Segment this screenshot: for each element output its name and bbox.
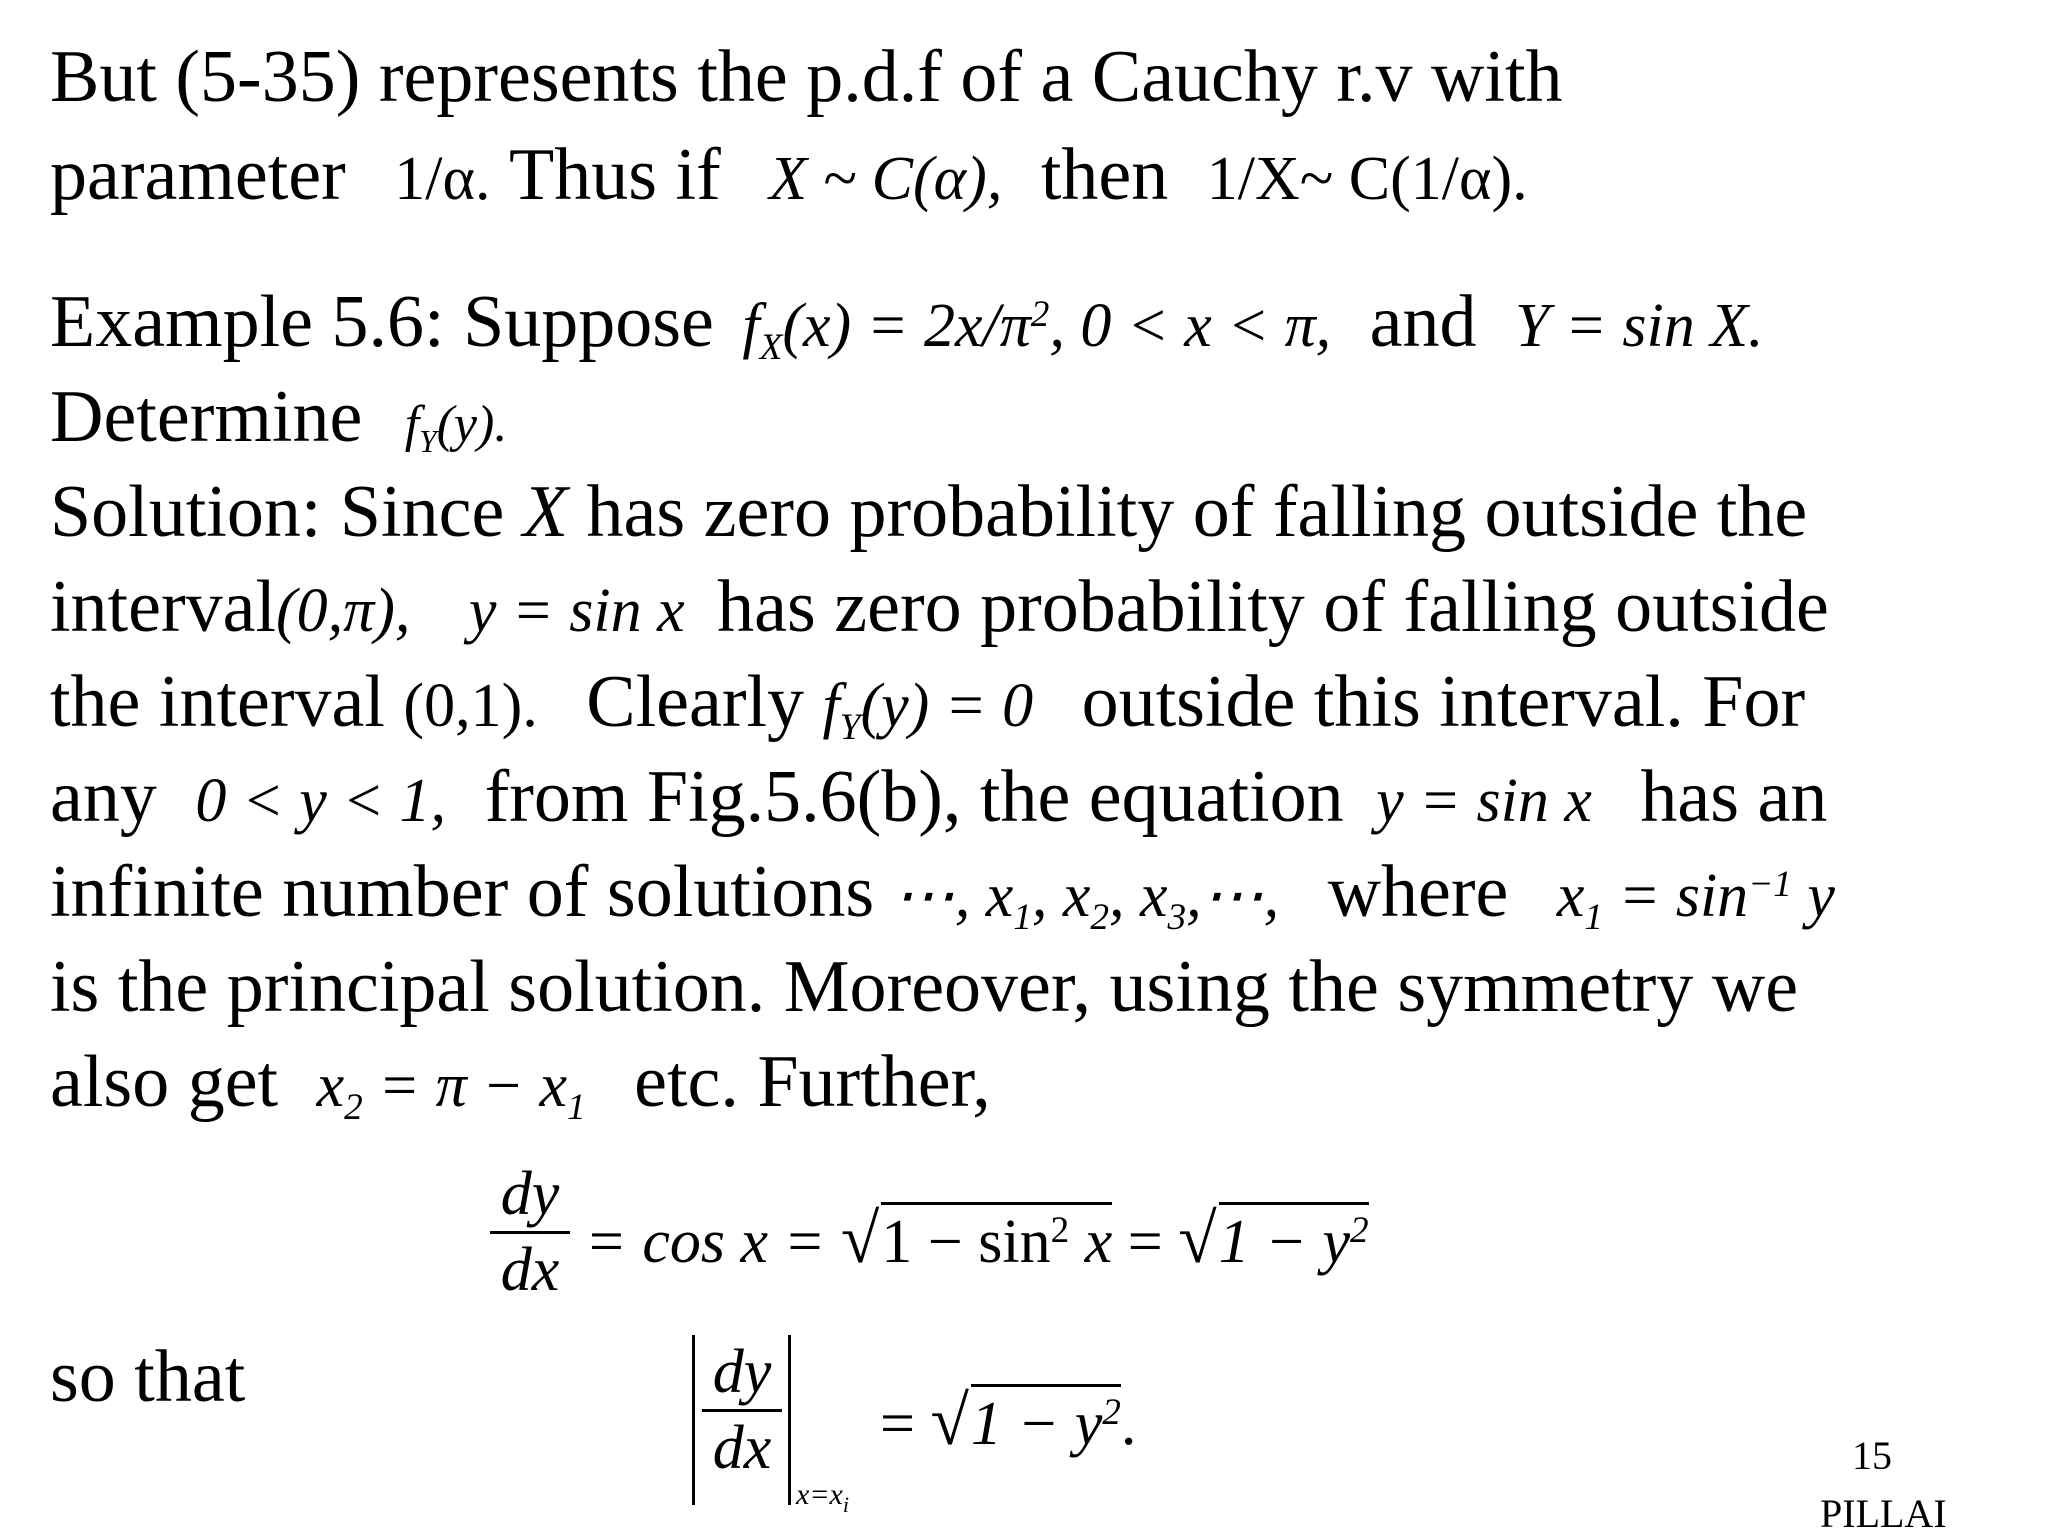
math-x: X (522, 471, 569, 553)
text: infinite number of solutions (50, 851, 875, 933)
equation-derivative: = $\cos x = √1 - \sin^2 x = √1 - y^2$ (585, 1201, 1369, 1278)
text-line-1: But (5-35) represents the p.d.f of a Cauchy r.v with (50, 36, 1563, 118)
author-label: PILLAI (1820, 1491, 1947, 1536)
math-reciprocal-cauchy: 1/X~ C(1/α). (1206, 145, 1528, 213)
math-pdf-fx: $f_X(x) = 2x/\pi^2$ (742, 292, 1050, 369)
sqrt-1-y2: $1 - y^2$ (1219, 1202, 1369, 1278)
text: interval (50, 566, 277, 648)
math-interval-0-1: (0,1). (403, 672, 538, 740)
math-x2-symmetry: $x_2 = \pi - x_1$ (316, 1052, 586, 1129)
math-x-cauchy: X ~ C(α), (769, 145, 1003, 213)
text-line-11 (50, 1041, 991, 1129)
math-interval-0-pi: (0,π), (276, 577, 411, 645)
text: outside this interval. For (1081, 661, 1806, 743)
text: Clearly (586, 661, 805, 743)
math-y-sin-x: y = sin x (1376, 767, 1592, 835)
text: also get (50, 1041, 279, 1123)
math-y-range: 0 < y < 1, (195, 767, 447, 835)
text-line-3 (50, 281, 1764, 369)
math-one-over-alpha: 1/α. (394, 145, 491, 213)
evaluation-subscript: $x=x_i$ (796, 1478, 849, 1517)
text: any (50, 756, 157, 838)
math-solutions: ⋯, $x_1$, $x_2$, $x_3,\cdots$, (892, 862, 1280, 939)
text-line-6 (50, 566, 1829, 648)
fraction-dy-dx: dy dx (490, 1162, 570, 1303)
math-interval: , 0 < x < π, (1049, 292, 1332, 360)
text-line-4 (50, 376, 508, 459)
math-y-sin-x: Y = sin X. (1515, 292, 1764, 360)
text: Thus if (509, 134, 721, 216)
text-line-7 (50, 661, 1806, 749)
text: parameter (50, 134, 346, 216)
text: then (1040, 134, 1169, 216)
text-line-10: is the principal solution. Moreover, using the symmetry we (50, 946, 1799, 1028)
fraction-dy-dx-abs: dy dx (702, 1340, 782, 1481)
math-arcsin: $x_1 = \sin^{-1} y$ (1556, 862, 1835, 939)
text: etc. Further, (634, 1041, 991, 1123)
text: where (1327, 851, 1509, 933)
text-line-2 (50, 134, 1528, 216)
text: Determine (50, 376, 363, 458)
text: has an (1640, 756, 1828, 838)
text: Solution: Since (50, 471, 505, 553)
text: has zero probability of falling outside (717, 566, 1829, 648)
text-line-5 (50, 471, 1808, 553)
math-fy-zero: $f_Y(y) = 0$ (822, 672, 1034, 749)
abs-bar-right (788, 1335, 791, 1505)
text: Example 5.6: Suppose (50, 281, 714, 363)
text-line-8 (50, 756, 1828, 838)
text: and (1369, 281, 1477, 363)
sqrt-1-sin2x: $1 - \sin^2 x$ (881, 1202, 1112, 1278)
text: has zero probability of falling outside the (586, 471, 1808, 553)
sqrt-1-y2: $1 - y^2$ (971, 1384, 1121, 1460)
text-line-9 (50, 851, 1835, 939)
text-line-12: so that (50, 1336, 246, 1418)
abs-bar-left (692, 1335, 695, 1505)
math-fy: $f_Y(y)$. (404, 396, 508, 459)
equation-abs-derivative: = $√1 - y^2$. (880, 1383, 1137, 1460)
text: from Fig.5.6(b), the equation (484, 756, 1344, 838)
page-number: 15 (1852, 1433, 1892, 1478)
text: the interval (50, 661, 385, 743)
math-y-sin-x: y = sin x (468, 577, 685, 645)
